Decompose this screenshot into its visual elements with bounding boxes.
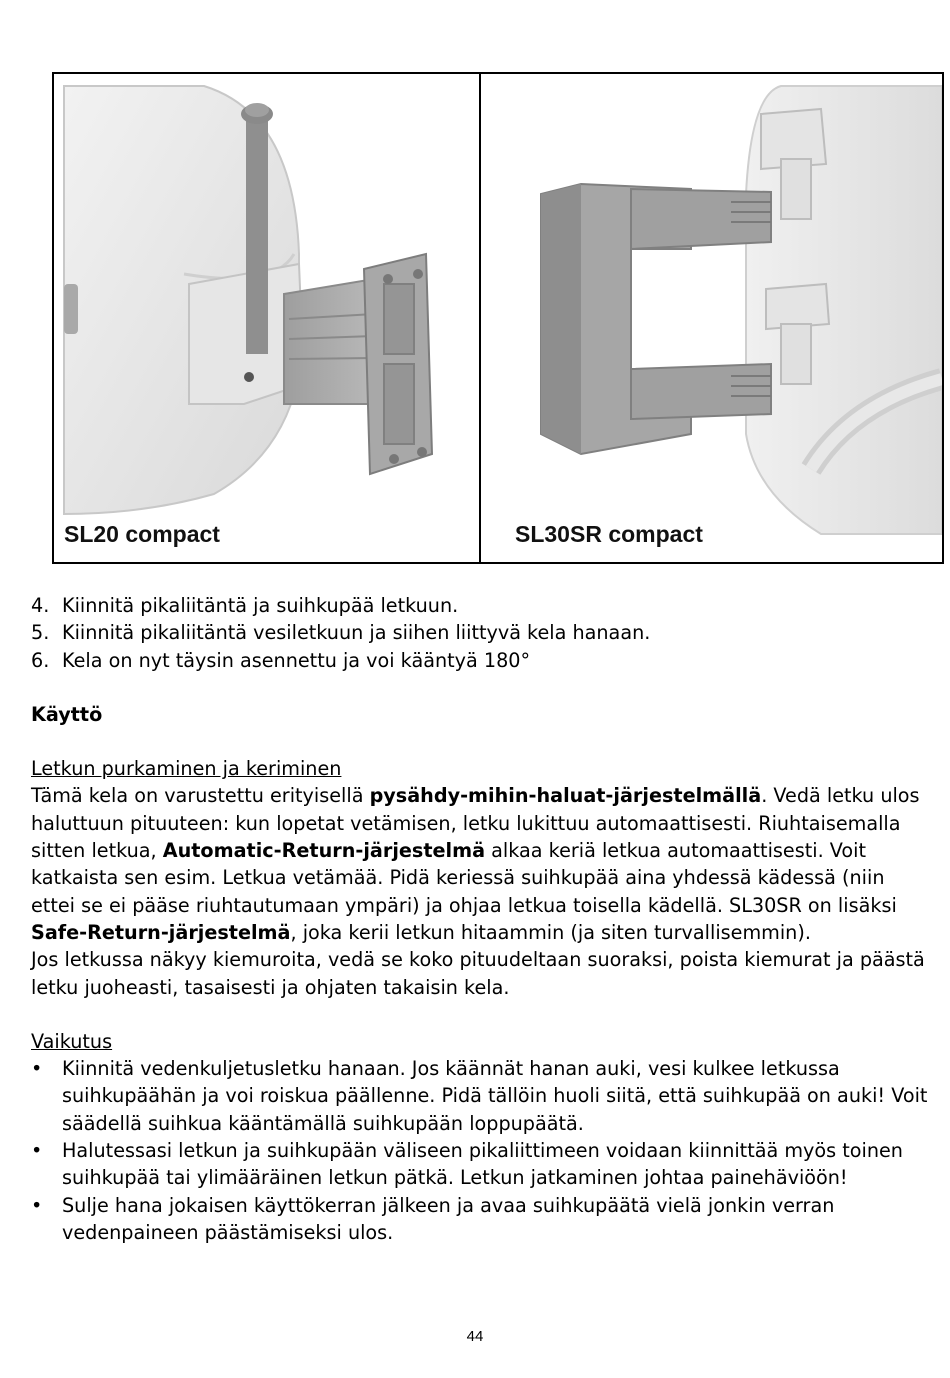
text-run: Tämä kela on varustettu erityisellä	[31, 784, 370, 808]
step-item	[31, 619, 931, 646]
text-run: alkaa keriä letkua automaattisesti. Voit katkaista sen esim. Letkua vetämää. Pidä keriessä suihkupää aina yhdessä kädessä (niin ettei se ei pääse riuhtautumaan ympäri) ja ohjaa letkua toisella kädellä. SL30SR on lisäksi	[31, 839, 897, 917]
step-number: 4.	[31, 594, 50, 617]
bold-term-safe-return: Safe-Return-järjestelmä	[31, 920, 291, 944]
effect-list	[31, 1055, 931, 1246]
list-item-text: Sulje hana jokaisen käyttökerran jälkeen ja avaa suihkupäätä vielä jonkin verran vedenpaineen päästämiseksi ulos.	[62, 1193, 835, 1244]
list-item	[31, 1055, 931, 1137]
sl30sr-reel-illustration	[481, 74, 942, 562]
bullet-mark: •	[31, 1193, 43, 1217]
step-item	[31, 592, 931, 619]
bold-term-auto-return: Automatic-Return-järjestelmä	[162, 839, 486, 863]
sl20-compact-caption: SL20 compact	[64, 521, 220, 547]
step-text: Kela on nyt täysin asennettu ja voi kääntyä 180°	[62, 648, 531, 672]
list-item	[31, 1137, 931, 1192]
subheading-unwinding: Letkun purkaminen ja keriminen	[31, 757, 342, 781]
bullet-mark: •	[31, 1057, 43, 1081]
step-text: Kiinnitä pikaliitäntä vesiletkuun ja siihen liittyvä kela hanaan.	[62, 621, 651, 645]
page-content	[31, 592, 931, 1246]
step-item	[31, 647, 931, 674]
sl30sr-compact-caption: SL30SR compact	[515, 521, 703, 547]
text-run: , joka kerii letkun hitaammin (ja siten turvallisemmin).	[290, 920, 811, 944]
installation-steps	[31, 592, 931, 674]
unwinding-paragraph	[31, 782, 931, 946]
bullet-mark: •	[31, 1139, 43, 1163]
step-number: 6.	[31, 648, 50, 672]
step-text: Kiinnitä pikaliitäntä ja suihkupää letkuun.	[62, 594, 459, 617]
sl20-compact-panel	[54, 74, 481, 562]
page-number: 44	[466, 1328, 484, 1345]
product-figure	[52, 72, 944, 564]
sl30sr-compact-panel	[481, 74, 942, 562]
subheading-effect: Vaikutus	[31, 1029, 113, 1053]
list-item-text: Halutessasi letkun ja suihkupään väliseen pikaliittimeen voidaan kiinnittää myös toinen suihkupää tai ylimääräinen letkun pätkä. Letkun jatkaminen johtaa painehäviöön!	[62, 1139, 903, 1190]
list-item-text: Kiinnitä vedenkuljetusletku hanaan. Jos käännät hanan auki, vesi kulkee letkussa suihkupäähän ja voi roiskua päällenne. Pidä tällöin huoli siitä, että suihkupää on auki! Voit säädellä suihkua kääntämällä suihkupään loppupäätä.	[62, 1057, 928, 1135]
section-heading-usage: Käyttö	[31, 702, 103, 726]
bold-term-stop-system: pysähdy-mihin-haluat-järjestelmällä	[369, 784, 762, 808]
list-item	[31, 1192, 931, 1247]
text-run: . Vedä letku ulos haluttuun pituuteen: kun lopetat vetämisen, letku lukittuu automaattisesti. Riuhtaisemalla sitten letkua,	[31, 784, 920, 863]
sl20-reel-illustration	[54, 74, 479, 562]
step-number: 5.	[31, 621, 50, 645]
kinks-paragraph: Jos letkussa näkyy kiemuroita, vedä se koko pituudeltaan suoraksi, poista kiemurat ja päästä letku juoheasti, tasaisesti ja ohjaten takaisin kela.	[31, 948, 925, 999]
